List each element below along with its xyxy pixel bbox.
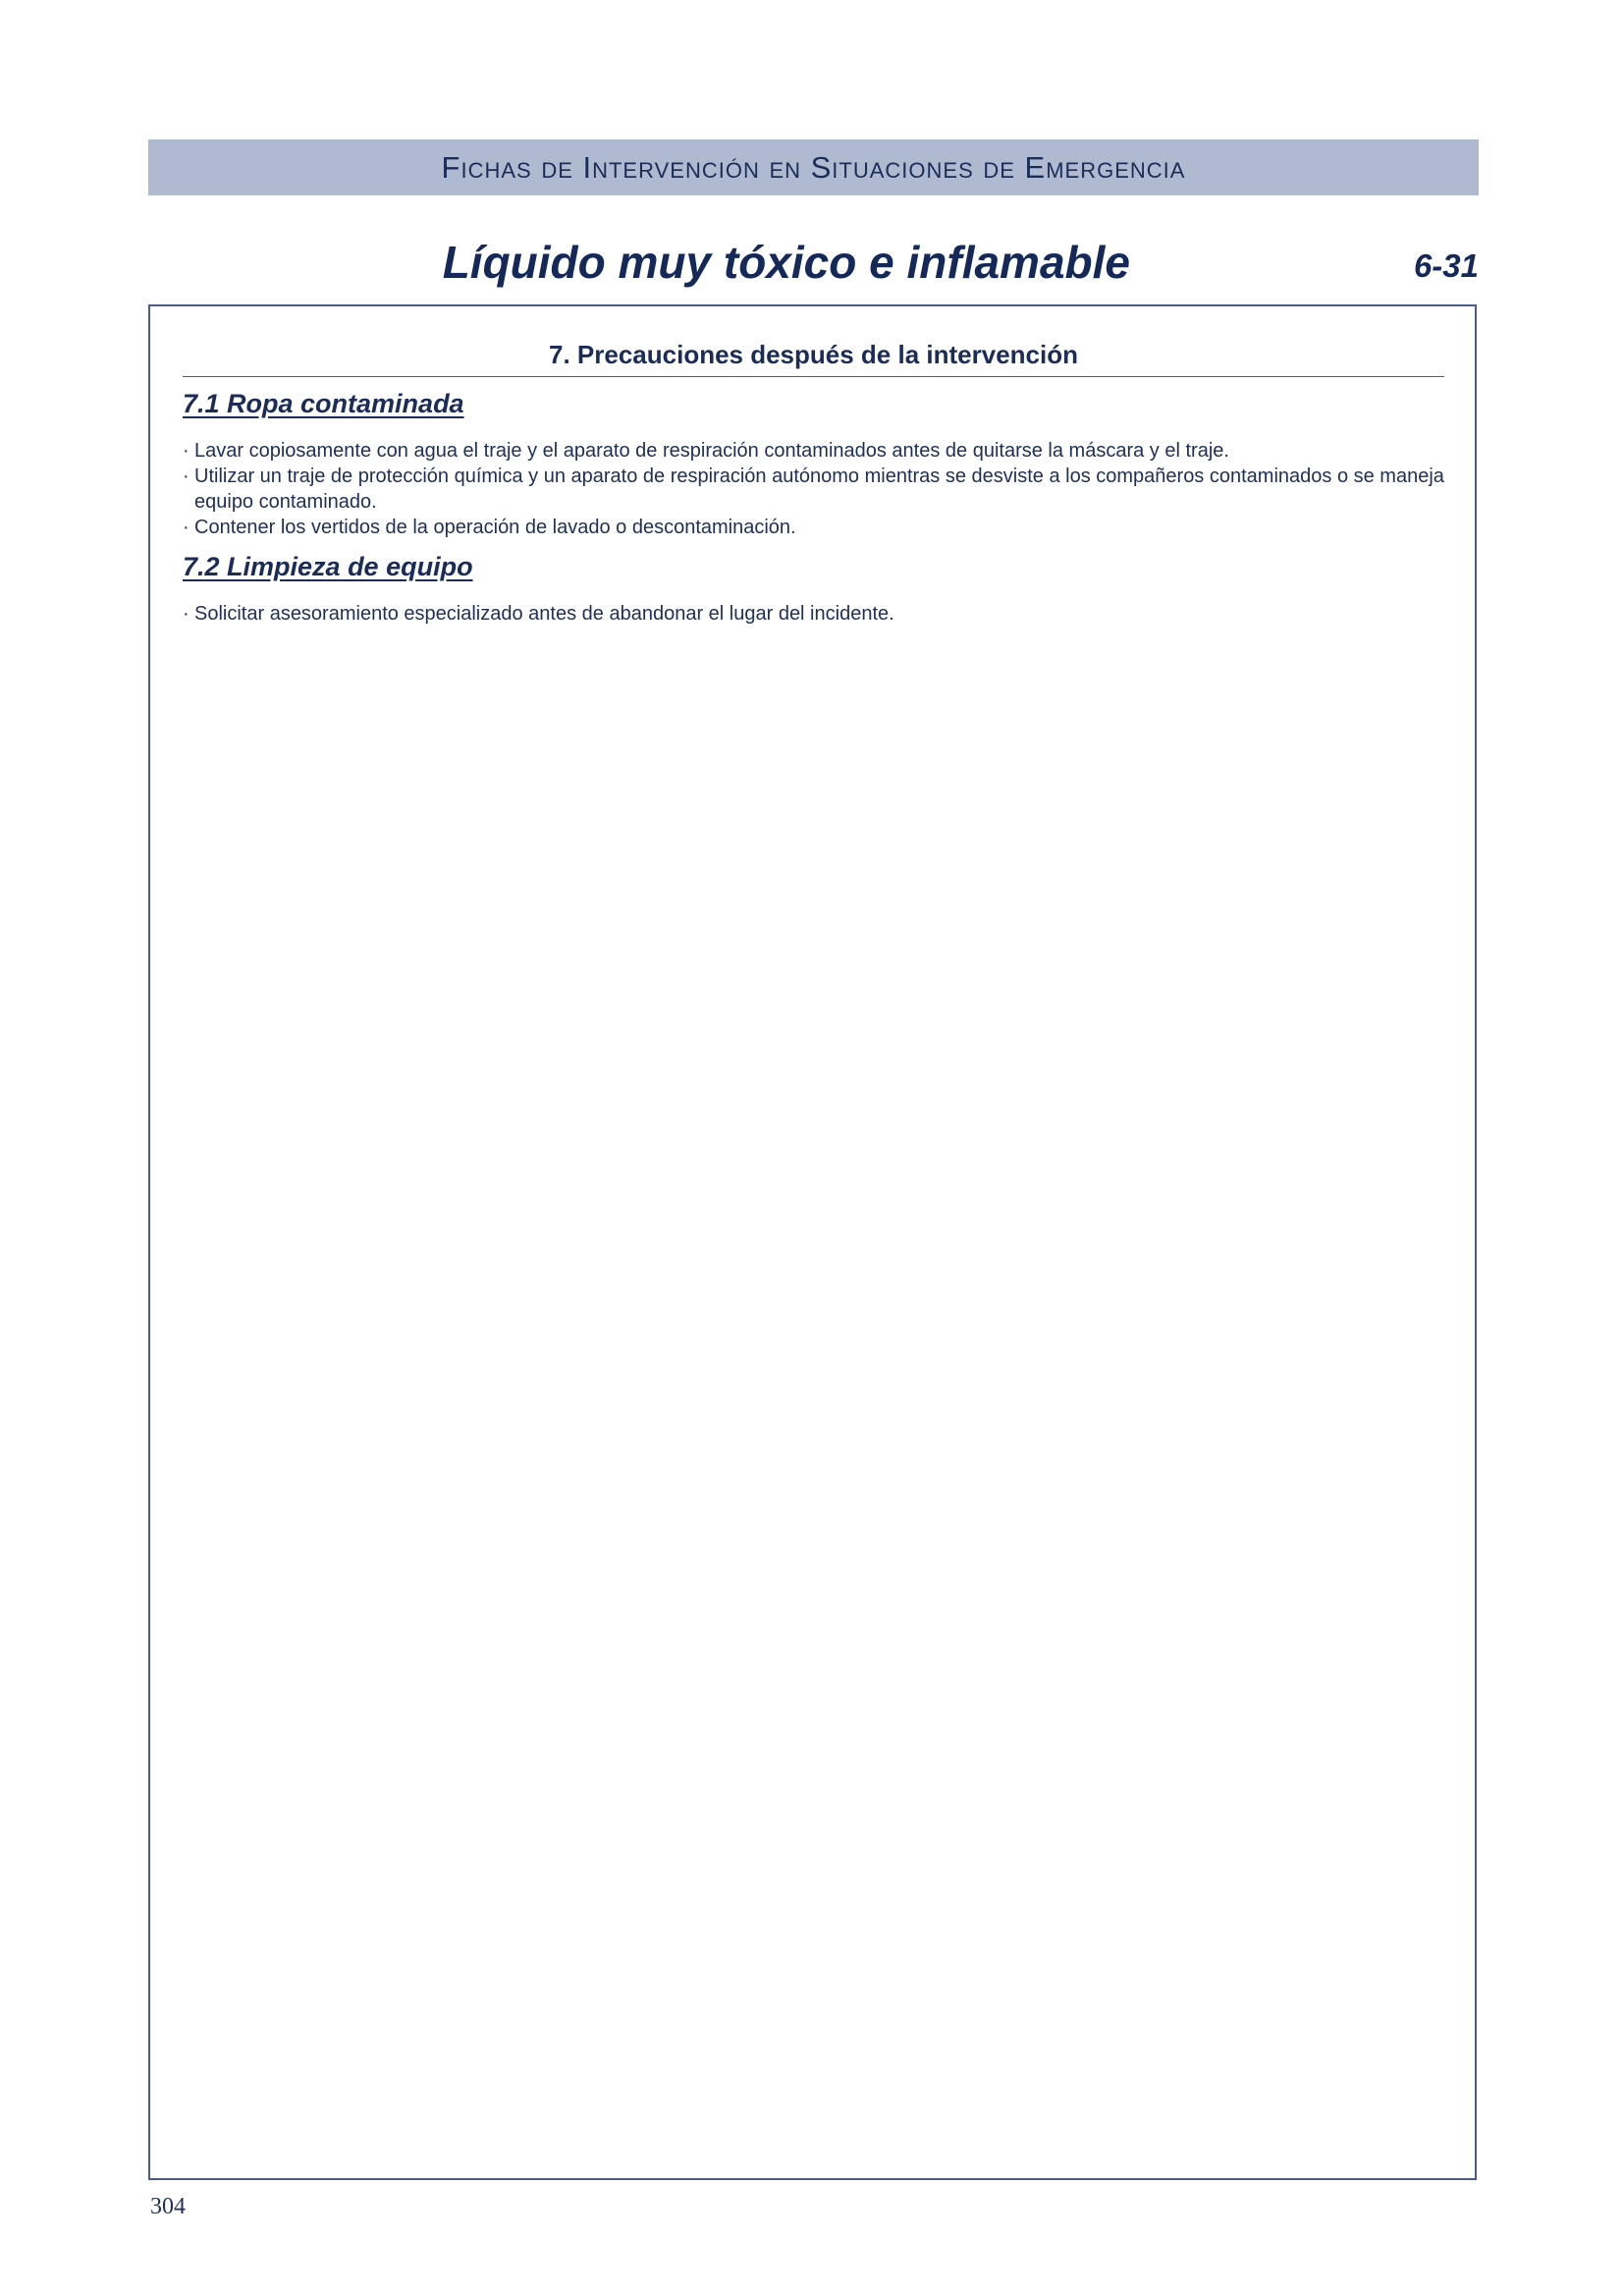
list-item: · Contener los vertidos de la operación de lavado o descontaminación. <box>183 515 1449 540</box>
subsection-title-limpieza: 7.2 Limpieza de equipo <box>183 552 473 581</box>
subsection-title-ropa: 7.1 Ropa contaminada <box>183 389 464 418</box>
list-item: · Solicitar asesoramiento especializado antes de abandonar el lugar del incidente. <box>183 601 1449 627</box>
content-box <box>148 304 1477 2180</box>
sheet-code: 6-31 <box>1413 247 1479 284</box>
bullet-list-limpieza <box>183 601 1449 627</box>
list-item: · Utilizar un traje de protección química y un aparato de respiración autónomo mientras se desviste a los compañeros contaminados o se maneja equipo contaminado. <box>183 464 1449 515</box>
list-item: · Lavar copiosamente con agua el traje y el aparato de respiración contaminados antes de quitarse la máscara y el traje. <box>183 438 1449 464</box>
page-title: Líquido muy tóxico e inflamable <box>442 237 1130 288</box>
header-band-text: Fichas de Intervención en Situaciones de Emergencia <box>441 149 1186 185</box>
bullet-list-ropa <box>183 438 1449 540</box>
page-number: 304 <box>150 2194 186 2219</box>
header-band <box>148 139 1479 195</box>
section-heading: 7. Precauciones después de la intervención <box>183 340 1444 377</box>
